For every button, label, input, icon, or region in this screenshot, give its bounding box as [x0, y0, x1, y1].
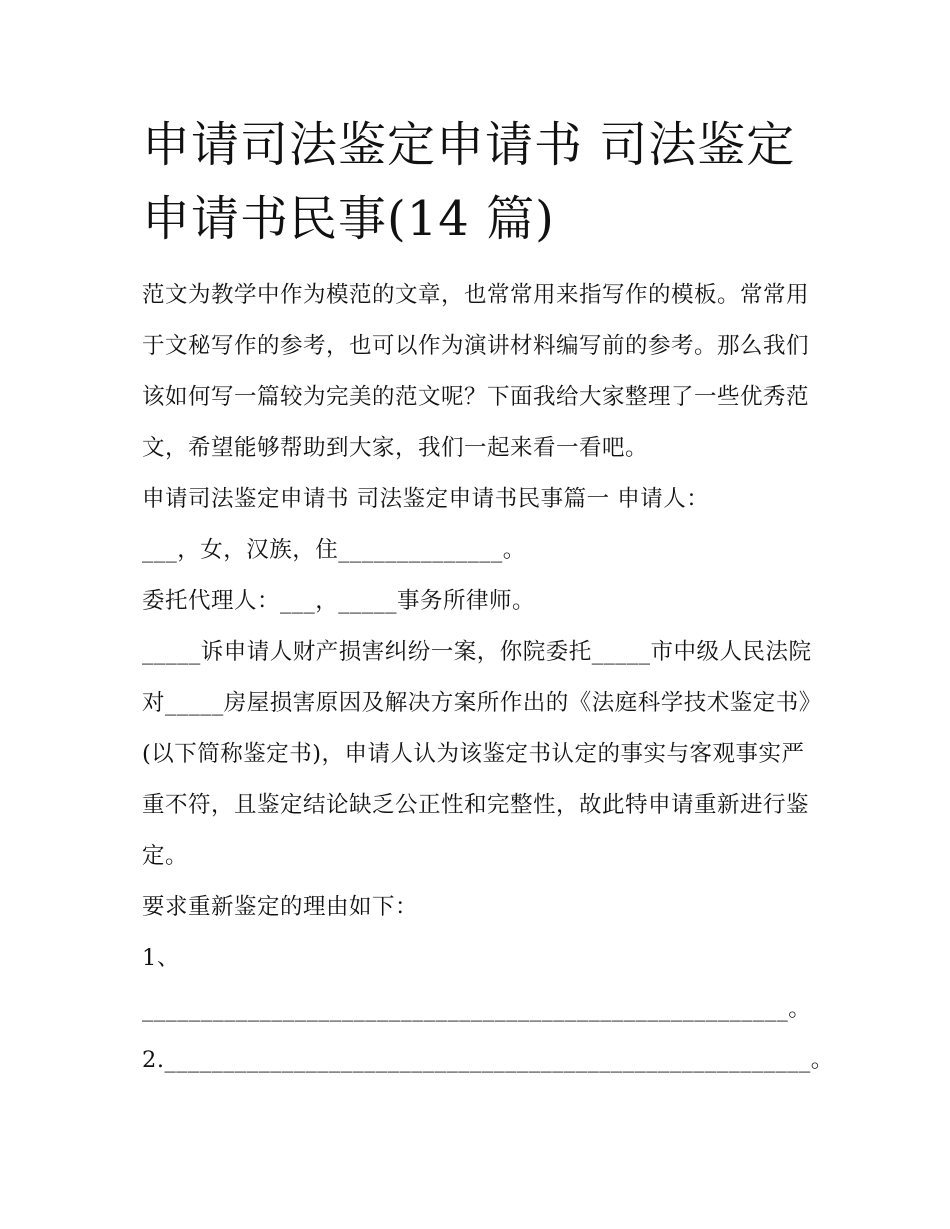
applicant-line: ___，女，汉族，住______________。: [142, 537, 526, 563]
reason-item-1: 1、_______________________________________________________。: [142, 945, 812, 1022]
intro-paragraph: 范文为教学中作为模范的文章，也常常用来指写作的模板。常常用于文秘写作的参考，也可以作为演讲材料编写前的参考。那么我们该如何写一篇较为完美的范文呢？下面我给大家整理了一些优秀范文，希望能够帮助到大家，我们一起来看一看吧。: [142, 282, 810, 461]
reasons-heading: 要求重新鉴定的理由如下：: [142, 894, 419, 920]
document-body: [142, 270, 834, 1086]
agent-line: 委托代理人：___，_____事务所律师。: [142, 588, 536, 614]
section-heading: 申请司法鉴定申请书 司法鉴定申请书民事篇一 申请人：: [142, 486, 710, 512]
document-title: 申请司法鉴定申请书 司法鉴定申请书民事(14 篇): [142, 117, 796, 247]
case-paragraph: _____诉申请人财产损害纠纷一案，你院委托_____市中级人民法院对_____房屋损害原因及解决方案所作出的《法庭科学技术鉴定书》(以下简称鉴定书)，申请人认为该鉴定书认定的事实与客观事实严重不符，且鉴定结论缺乏公正性和完整性，故此特申请重新进行鉴定。: [142, 639, 822, 869]
reason-item-2: 2._______________________________________________________。: [142, 1047, 834, 1073]
